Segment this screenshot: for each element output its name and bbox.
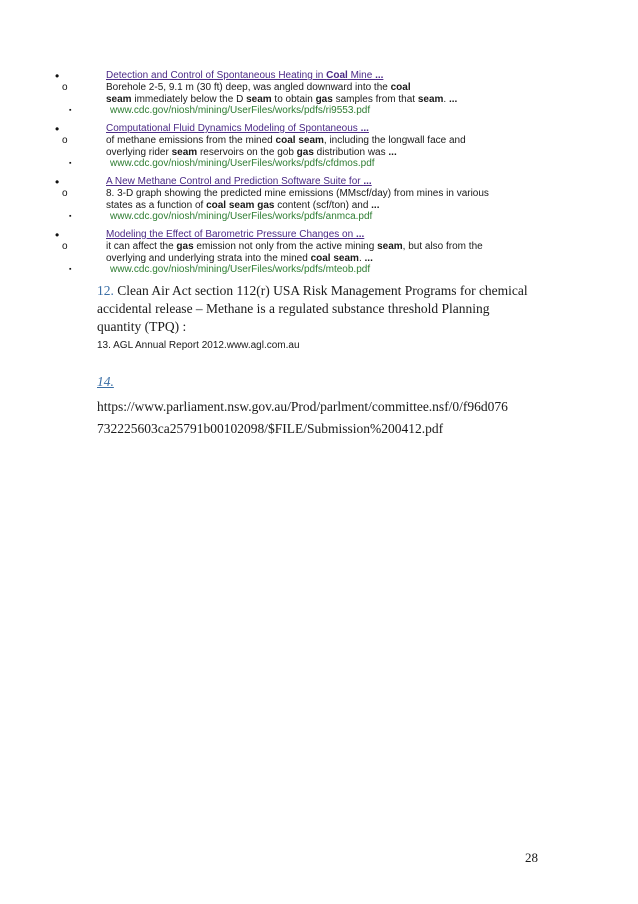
text-run: Detection and Control of Spontaneous Heating in (106, 70, 327, 81)
text-run: , including the longwall face and (323, 135, 466, 146)
text-run: content (scf/ton) and (274, 199, 372, 211)
bullet-icon: • (55, 69, 60, 83)
text-run: coal seam (310, 252, 359, 264)
text-run: seam (106, 93, 132, 105)
text-run: reservoirs on the gob (197, 146, 297, 158)
result-url[interactable]: www.cdc.gov/niosh/mining/UserFiles/works/pdfs/cfdmos.pdf (110, 158, 375, 169)
snippet-text (106, 188, 489, 200)
text-run: gas (176, 241, 194, 252)
text-run: samples from that (332, 93, 418, 105)
result-url[interactable]: www.cdc.gov/niosh/mining/UserFiles/works/pdfs/anmca.pdf (110, 211, 373, 222)
reference-12-line-1: Clean Air Act section 112(r) USA Risk Management Programs for chemical (117, 283, 528, 298)
text-run: ... (448, 93, 458, 105)
text-run: immediately below the D (131, 93, 247, 105)
result-title-link[interactable] (106, 176, 372, 188)
text-run: gas (296, 146, 314, 158)
text-run: Mine (347, 70, 376, 81)
reference-12 (97, 282, 528, 336)
square-bullet-icon: ▪ (69, 160, 72, 167)
bullet-icon: • (55, 228, 60, 242)
text-run: 8. 3-D graph showing the predicted mine emissions (MMscf/day) from mines in various (106, 188, 489, 199)
square-bullet-icon: ▪ (69, 213, 72, 220)
text-run: of methane emissions from the mined (106, 135, 276, 146)
result-url[interactable]: www.cdc.gov/niosh/mining/UserFiles/works/pdfs/mteob.pdf (110, 264, 371, 275)
text-run: . (443, 93, 449, 105)
snippet-text (106, 200, 380, 212)
reference-14-number: 14. (97, 374, 114, 389)
text-run: ... (371, 199, 380, 211)
snippet-text (106, 241, 483, 253)
bullet-icon: • (55, 175, 60, 189)
snippet-text (106, 135, 466, 147)
text-run: ... (364, 252, 373, 264)
text-run: to obtain (271, 93, 316, 105)
snippet-text (106, 94, 457, 106)
text-run: A New Methane Control and Prediction Software Suite for (106, 176, 364, 187)
snippet-text (106, 82, 411, 94)
text-run: it can affect the (106, 241, 177, 252)
result-title-link[interactable] (106, 70, 383, 82)
text-run: . (358, 252, 365, 264)
text-run: distribution was (313, 146, 389, 158)
text-run: seam (417, 93, 444, 105)
circle-bullet-icon: o (62, 241, 68, 252)
text-run: overlying rider (106, 146, 172, 158)
text-run: states as a function of (106, 199, 207, 211)
text-run: coal seam (275, 135, 324, 146)
circle-bullet-icon: o (62, 135, 68, 146)
snippet-text (106, 253, 373, 265)
circle-bullet-icon: o (62, 82, 68, 93)
snippet-text (106, 147, 397, 159)
text-run: , but also from the (402, 241, 483, 252)
reference-12-line-2: accidental release – Methane is a regulated substance threshold Planning (97, 301, 490, 316)
reference-12-line-3: quantity (TPQ) : (97, 319, 187, 334)
page-number: 28 (525, 850, 538, 865)
square-bullet-icon: ▪ (69, 107, 72, 114)
text-run: Modeling the Effect of Barometric Pressure Changes on (106, 229, 356, 240)
text-run: ... (388, 146, 397, 158)
text-run: ... (375, 70, 384, 81)
reference-14 (97, 396, 508, 440)
text-run: ... (360, 123, 369, 134)
text-run: seam (171, 146, 198, 158)
result-title-link[interactable] (106, 229, 364, 241)
result-title-link[interactable] (106, 123, 369, 135)
result-url[interactable]: www.cdc.gov/niosh/mining/UserFiles/works/pdfs/ri9553.pdf (110, 105, 371, 116)
bullet-icon: • (55, 122, 60, 136)
text-run: seam (246, 93, 272, 105)
text-run: overlying and underlying strata into the mined (106, 252, 311, 264)
reference-12-number: 12. (97, 283, 114, 298)
reference-13: 13. AGL Annual Report 2012.www.agl.com.au (97, 340, 300, 351)
text-run: Coal (326, 70, 348, 81)
circle-bullet-icon: o (62, 188, 68, 199)
text-run: coal (390, 82, 411, 93)
reference-14-line-1: https://www.parliament.nsw.gov.au/Prod/parlment/committee.nsf/0/f96d076 (97, 399, 508, 414)
reference-14-line-2: 732225603ca25791b00102098/$FILE/Submission%200412.pdf (97, 421, 444, 436)
text-run: Borehole 2-5, 9.1 m (30 ft) deep, was angled downward into the (106, 82, 391, 93)
text-run: ... (363, 176, 372, 187)
text-run: gas (315, 93, 333, 105)
text-run: emission not only from the active mining (193, 241, 378, 252)
square-bullet-icon: ▪ (69, 266, 72, 273)
text-run: ... (355, 229, 365, 240)
text-run: Computational Fluid Dynamics Modeling of Spontaneous (106, 123, 361, 134)
text-run: seam (377, 241, 403, 252)
text-run: coal seam gas (206, 199, 275, 211)
